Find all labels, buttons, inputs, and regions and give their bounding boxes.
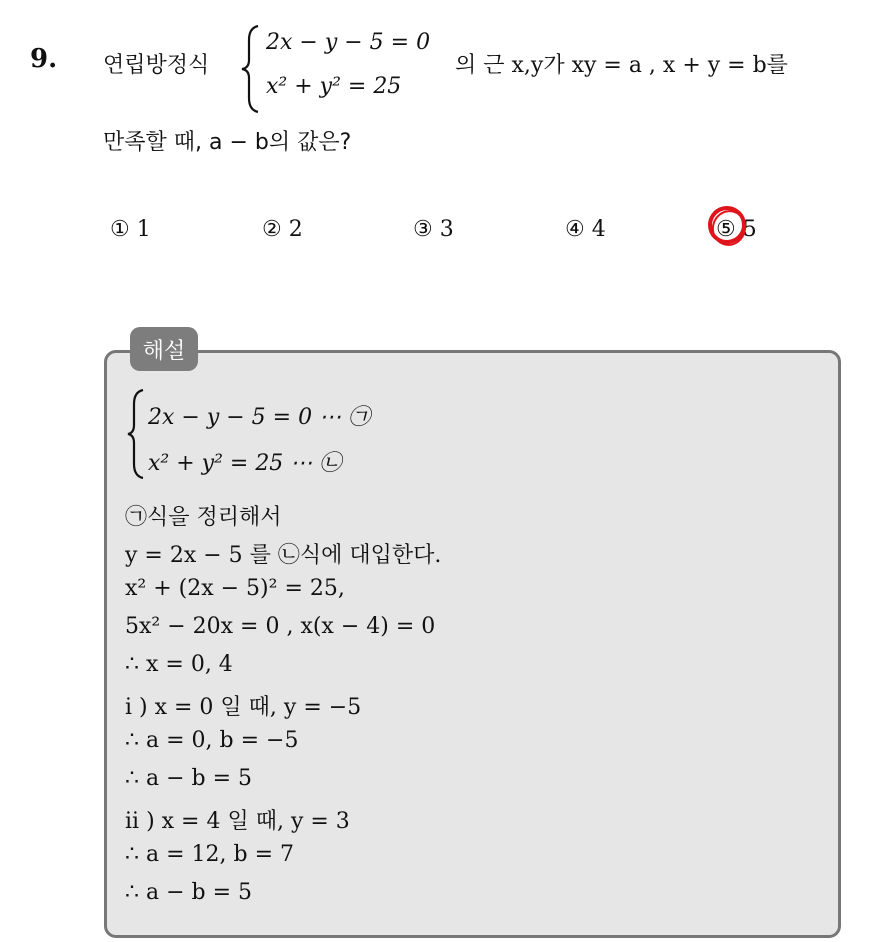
question-line-2: 만족할 때, a − b의 값은? <box>103 130 352 155</box>
choice-3[interactable]: ③ 3 <box>413 217 454 242</box>
solution-step-1: ㉠식을 정리해서 <box>125 505 282 530</box>
question-equation-1: 2x − y − 5 = 0 <box>266 30 431 55</box>
solution-step-5: ∴ x = 0, 4 <box>125 652 233 677</box>
solution-step-3: x² + (2x − 5)² = 25, <box>125 576 345 601</box>
question-equation-2: x² + y² = 25 <box>266 74 402 99</box>
solution-step-8: ∴ a − b = 5 <box>125 766 253 791</box>
solution-step-2: y = 2x − 5 를 ㉡식에 대입한다. <box>125 543 442 568</box>
question-number: 9. <box>30 44 58 74</box>
solution-equation-2: x² + y² = 25 ⋯ ㉡ <box>148 451 342 476</box>
solution-equation-1: 2x − y − 5 = 0 ⋯ ㉠ <box>148 405 371 430</box>
choice-5[interactable]: ⑤ 5 <box>716 217 757 242</box>
solution-tag: 해설 <box>130 327 198 371</box>
question-tail: 의 근 x,y가 xy = a , x + y = b를 <box>455 53 788 78</box>
question-lead: 연립방정식 <box>103 53 210 78</box>
solution-step-10: ∴ a = 12, b = 7 <box>125 842 295 867</box>
solution-step-11: ∴ a − b = 5 <box>125 880 253 905</box>
choice-4[interactable]: ④ 4 <box>565 217 606 242</box>
solution-step-4: 5x² − 20x = 0 , x(x − 4) = 0 <box>125 614 436 639</box>
choice-1[interactable]: ① 1 <box>110 217 151 242</box>
solution-brace <box>126 388 146 480</box>
solution-step-9: ii ) x = 4 일 때, y = 3 <box>125 809 350 834</box>
question-brace <box>240 24 262 114</box>
choice-2[interactable]: ② 2 <box>262 217 303 242</box>
solution-step-6: i ) x = 0 일 때, y = −5 <box>125 695 362 720</box>
solution-step-7: ∴ a = 0, b = −5 <box>125 728 299 753</box>
